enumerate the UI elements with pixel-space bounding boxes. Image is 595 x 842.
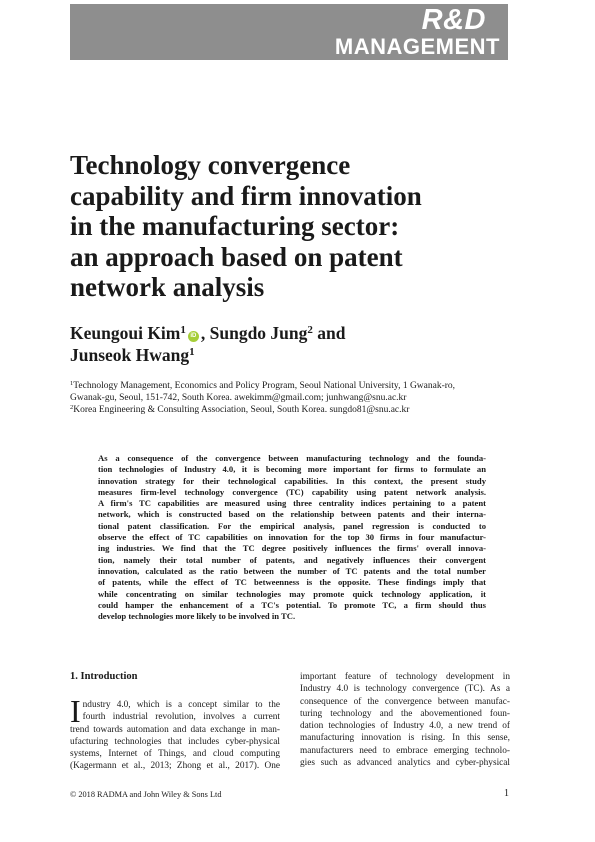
body-line: ndustry 4.0, which is a concept similar to the bbox=[82, 700, 280, 710]
abstract-line: innovation, calculated as the ratio between the number of TC patents and the total number bbox=[98, 565, 486, 576]
abstract-line: while concentrating on similar technologies may promote quick technology application, it bbox=[98, 588, 486, 599]
abstract bbox=[98, 453, 486, 622]
abstract-line: As a consequence of the convergence between manufacturing technology and the founda- bbox=[98, 453, 486, 463]
title-line: Technology convergence bbox=[70, 150, 351, 180]
journal-banner bbox=[70, 4, 508, 60]
affil-mark: 1 bbox=[70, 380, 74, 387]
body-line: (Kagermann et al., 2013; Zhong et al., 2017). One bbox=[70, 761, 280, 772]
body-line: manufacturing innovation is rising. In this sense, bbox=[300, 733, 510, 744]
title-line: capability and firm innovation bbox=[70, 180, 422, 211]
abstract-line: A firm's TC capabilities are measured using three centrality indices pertaining to a patent bbox=[98, 498, 486, 509]
body-line: trend towards automation and data exchange in man- bbox=[70, 724, 280, 735]
body-column-right bbox=[300, 671, 510, 769]
author-name: , Sungdo Jung bbox=[200, 323, 308, 343]
article-title bbox=[70, 150, 510, 303]
author-name: Junseok Hwang bbox=[70, 345, 190, 365]
affiliation-text: Korea Engineering & Consulting Association, Seoul, South Korea. sungdo81@snu.ac.kr bbox=[73, 405, 410, 415]
body-line: consequence of the convergence between manufac- bbox=[300, 696, 510, 707]
abstract-line: innovation strategy for their technological capabilities. In this context, the present study bbox=[98, 475, 486, 486]
title-line: an approach based on patent bbox=[70, 241, 403, 272]
affiliations bbox=[70, 380, 510, 416]
abstract-line: network, which is constructed based on the relationship between patents and their interna- bbox=[98, 509, 486, 520]
affiliation-text: Gwanak-gu, Seoul, 151-742, South Korea. awekimm@gmail.com; junhwang@snu.ac.kr bbox=[70, 393, 407, 403]
body-line: important feature of technology development in bbox=[300, 672, 510, 682]
section-heading: 1. Introduction bbox=[70, 671, 138, 682]
drop-cap: I bbox=[70, 693, 81, 729]
author-list bbox=[70, 322, 510, 366]
abstract-line: ing industries. We find that the TC degree positively influences the firms' overall innova- bbox=[98, 543, 486, 554]
title-line: network analysis bbox=[70, 272, 265, 302]
journal-name-line1: R&D bbox=[421, 4, 486, 36]
author-affil-mark: 2 bbox=[307, 324, 313, 336]
body-line: manufacturers need to embrace emerging technolo- bbox=[300, 745, 510, 756]
author-affil-mark: 1 bbox=[180, 324, 186, 336]
abstract-line: observe the effect of TC capabilities on innovation for the top 30 firms in four manufactur- bbox=[98, 532, 486, 543]
orcid-icon[interactable]: iD bbox=[188, 331, 199, 342]
copyright-notice: © 2018 RADMA and John Wiley & Sons Ltd bbox=[70, 790, 222, 799]
affil-mark: 2 bbox=[70, 404, 74, 411]
page-number: 1 bbox=[504, 788, 509, 799]
body-line: systems, Internet of Things, and cloud computing bbox=[70, 749, 280, 760]
abstract-line: tional patent classification. For the empirical analysis, panel regression is conducted to bbox=[98, 520, 486, 531]
affiliation-text: Technology Management, Economics and Policy Program, Seoul National University, 1 Gwanak-ro, bbox=[73, 381, 456, 391]
body-line: ufacturing technologies that includes cyber-physical bbox=[70, 736, 280, 747]
author-name: Keungoui Kim bbox=[70, 323, 181, 343]
body-column-left bbox=[70, 693, 280, 773]
author-affil-mark: 1 bbox=[189, 346, 195, 358]
body-line: fourth industrial revolution, involves a current bbox=[82, 712, 280, 723]
abstract-line: of patents, while the effect of TC betweenness is the opposite. These findings imply that bbox=[98, 577, 486, 588]
abstract-line: tion, namely their total number of patents, and negatively influences their convergent bbox=[98, 554, 486, 565]
body-line: dation technologies of Industry 4.0, a new trend of bbox=[300, 721, 510, 732]
body-line: Industry 4.0 is technology convergence (TC). As a bbox=[300, 684, 510, 695]
abstract-line: measures firm-level technology convergence (TC) capability using patent network analysis. bbox=[98, 486, 486, 497]
body-line: gies such as advanced analytics and cyber-physical bbox=[300, 758, 510, 769]
author-conjunction: and bbox=[312, 323, 346, 343]
title-line: in the manufacturing sector: bbox=[70, 211, 400, 241]
abstract-line: tion technologies of Industry 4.0, it is becoming more important for firms to formulate an bbox=[98, 464, 486, 475]
abstract-line: develop technologies more likely to be involved in TC. bbox=[98, 611, 296, 622]
body-line: turing technology and the abovementioned foun- bbox=[300, 708, 510, 719]
abstract-line: could hamper the enhancement of a TC's potential. To promote TC, a firm should thus bbox=[98, 599, 486, 610]
journal-name-line2: MANAGEMENT bbox=[334, 34, 500, 59]
